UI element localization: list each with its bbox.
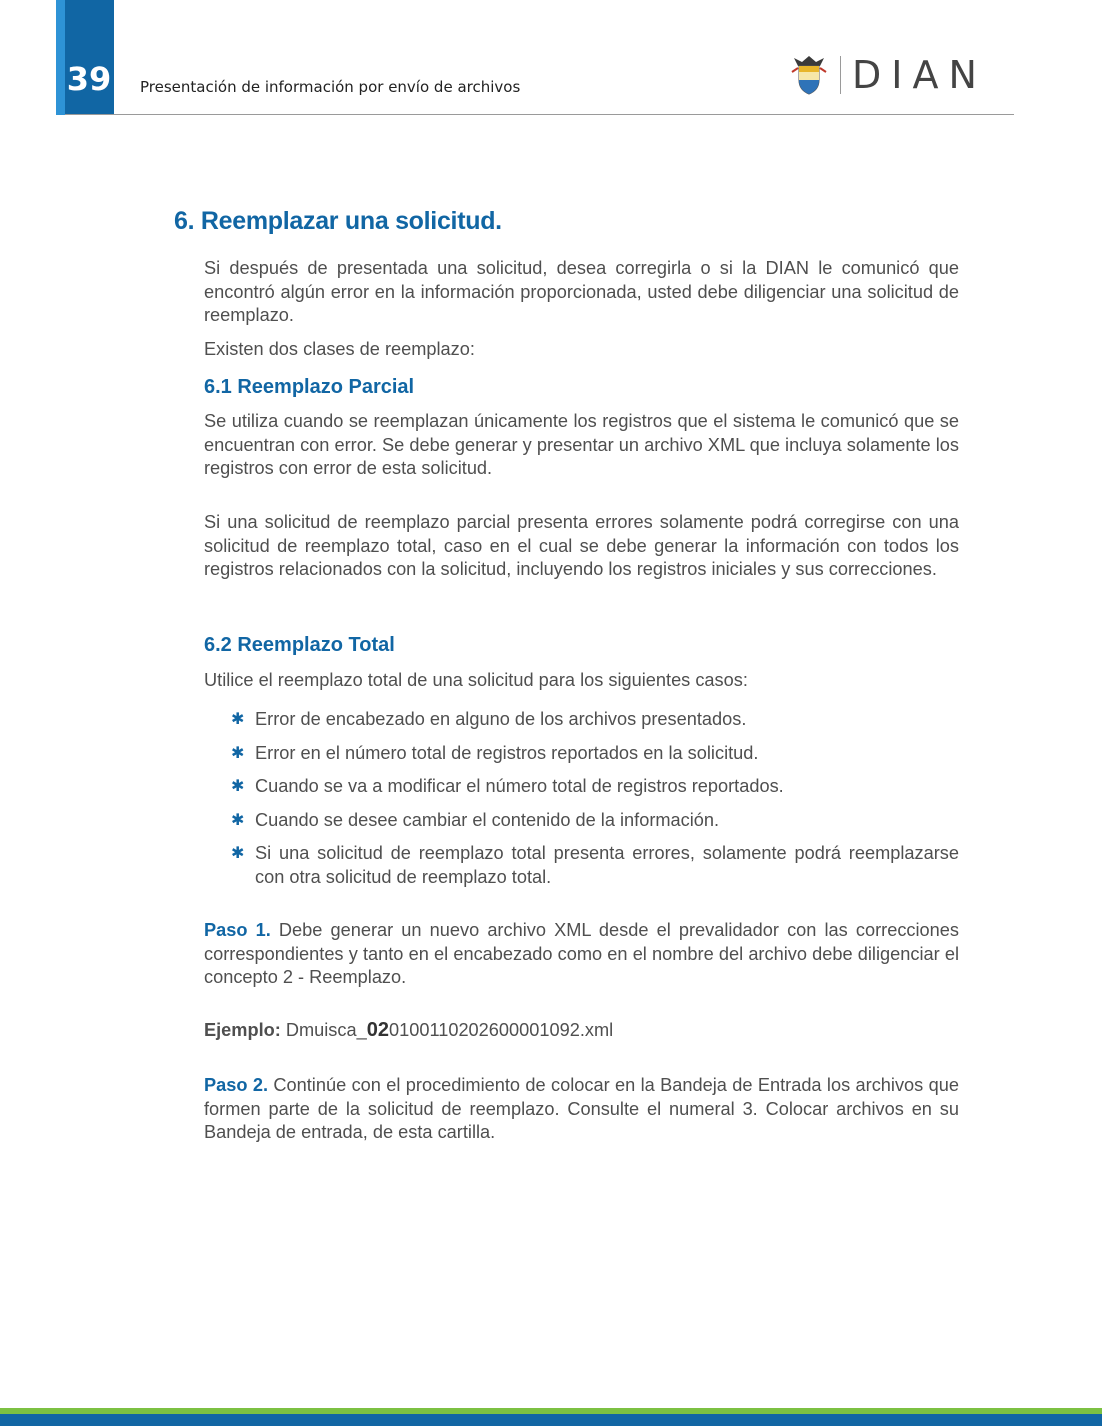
total-intro-paragraph: Utilice el reemplazo total de una solicitud para los siguientes casos: (204, 670, 748, 690)
step-2-text: Continúe con el procedimiento de colocar en la Bandeja de Entrada los archivos que formen parte de la solicitud de reemplazo. Consulte el numeral 3. Colocar archivos en su Bandeja de entrada, de esta cartilla. (204, 1075, 959, 1142)
subsection-partial-title: 6.1 Reemplazo Parcial (204, 376, 415, 398)
step-1-paragraph (204, 919, 959, 990)
example-paragraph (204, 1019, 959, 1043)
list-item: ✱ Error de encabezado en alguno de los archivos presentados. (204, 708, 959, 732)
list-item: ✱ Si una solicitud de reemplazo total presenta errores, solamente podrá reemplazarse con otra solicitud de reemplazo total. (231, 843, 959, 887)
dian-logo (852, 60, 1014, 90)
bullet-asterisk-icon: ✱ (231, 744, 245, 762)
example-prefix: Dmuisca_ (280, 1020, 367, 1040)
replacement-classes-paragraph: Existen dos clases de reemplazo: (204, 339, 475, 359)
step-1-text: Debe generar un nuevo archivo XML desde el prevalidador con las correcciones correspondientes y tanto en el encabezado como en el nombre del archivo debe diligenciar el concepto 2 - Reemplazo. (204, 920, 959, 987)
partial-paragraph-2: Si una solicitud de reemplazo parcial presenta errores solamente podrá corregirse con una solicitud de reemplazo total, caso en el cual se debe generar la información con todos los registros relacionados con la solicitud, incluyendo los registros iniciales y sus correcciones. (204, 512, 959, 579)
list-item: ✱ Error en el número total de registros reportados en la solicitud. (204, 742, 959, 766)
example-concept-code: 02 (366, 1019, 389, 1041)
footer-blue-bar (0, 1414, 1102, 1426)
header-rule (65, 114, 1014, 115)
section-intro-paragraph: Si después de presentada una solicitud, desea corregirla o si la DIAN le comunicó que encontró algún error en la información proporcionada, usted debe diligenciar una solicitud de reemplazo. (204, 258, 959, 325)
coat-of-arms-icon (790, 54, 828, 96)
partial-paragraph-1: Se utiliza cuando se reemplazan únicamente los registros que el sistema le comunicó que se encuentran con error. Se debe generar y presentar un archivo XML que incluya solamente los registros con error de esta solicitud. (204, 411, 959, 478)
bullet-asterisk-icon: ✱ (231, 811, 245, 829)
list-item: ✱ Cuando se va a modificar el número total de registros reportados. (204, 775, 959, 799)
subsection-total-title: 6.2 Reemplazo Total (204, 634, 395, 656)
bullet-asterisk-icon: ✱ (231, 711, 245, 728)
example-suffix: 0100110202600001092.xml (388, 1020, 614, 1040)
bullet-asterisk-icon: ✱ (231, 778, 245, 795)
svg-text:DIAN: DIAN (852, 60, 987, 90)
example-label: Ejemplo: (204, 1020, 281, 1040)
running-header-title: Presentación de información por envío de archivos (140, 78, 521, 96)
total-cases-list (204, 708, 959, 899)
step-2-label: Paso 2. (204, 1075, 269, 1095)
step-2-paragraph (204, 1074, 959, 1145)
page-number: 39 (66, 60, 112, 98)
section-title: 6. Reemplazar una solicitud. (174, 207, 502, 235)
logo-separator (840, 56, 841, 94)
list-item: ✱ Cuando se desee cambiar el contenido de la información. (204, 809, 959, 833)
step-1-label: Paso 1. (204, 920, 271, 940)
bullet-asterisk-icon: ✱ (231, 845, 245, 862)
